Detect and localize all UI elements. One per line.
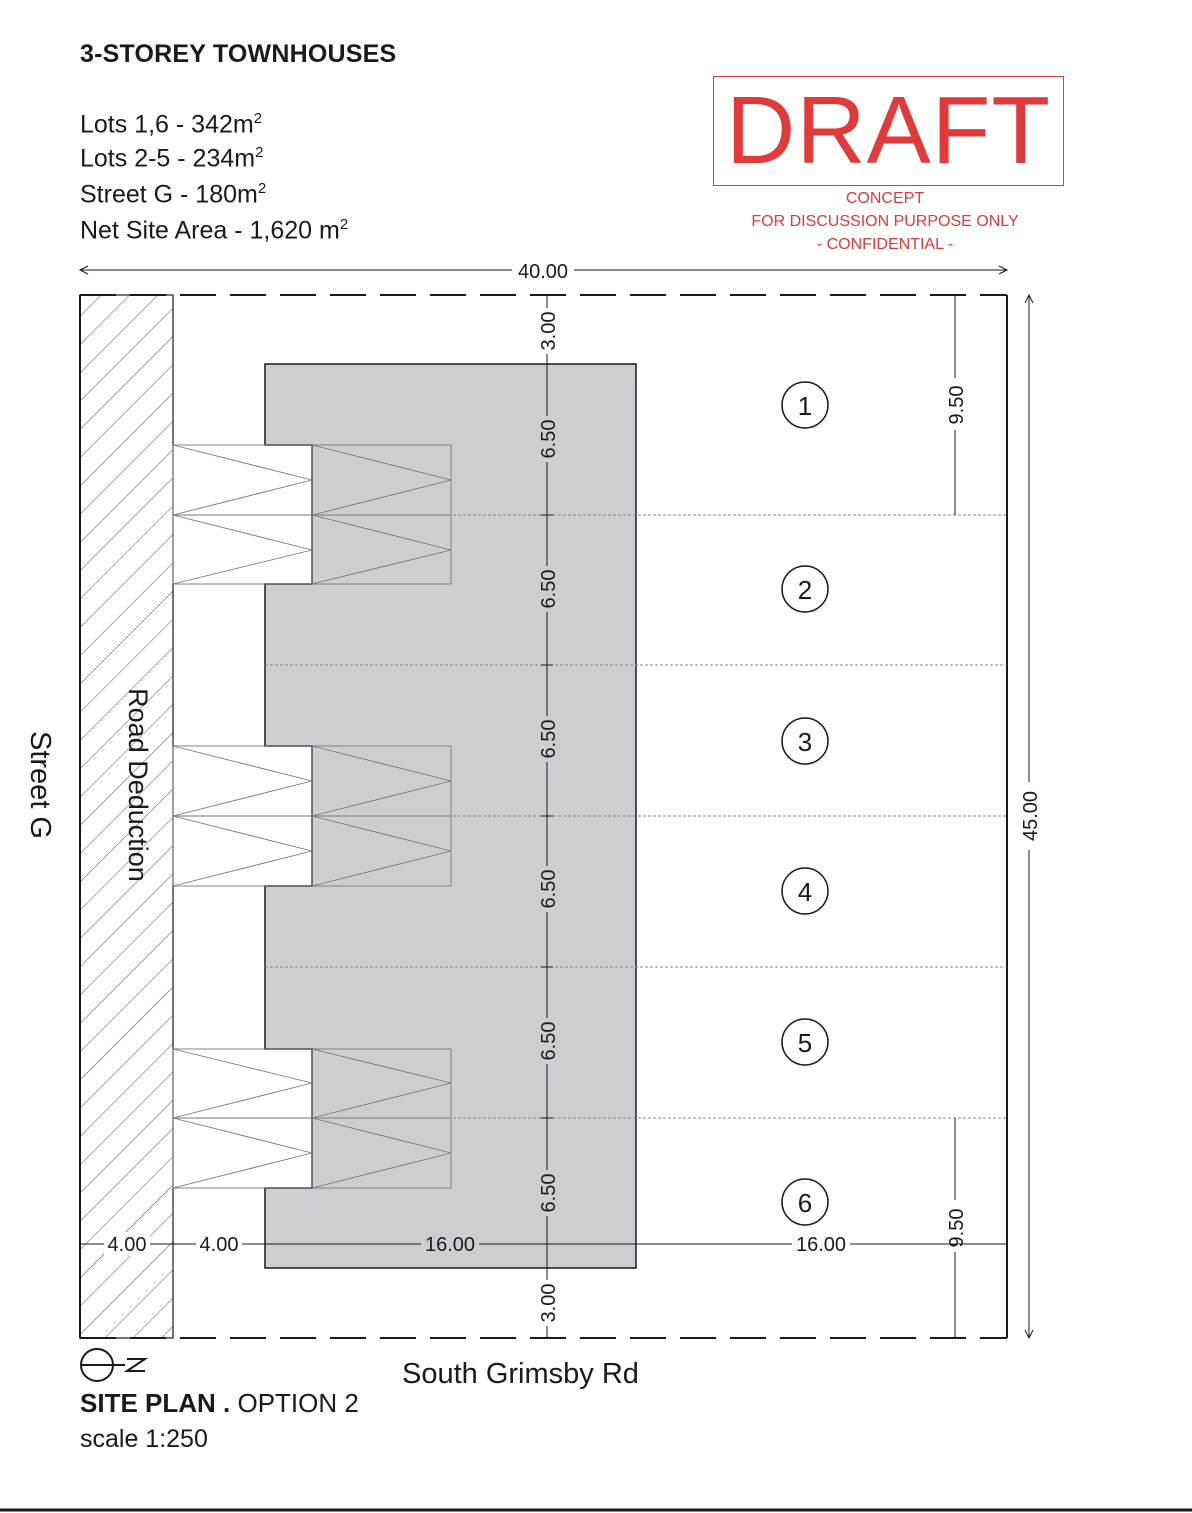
dim-bottom-rear: 16.00 — [795, 1234, 847, 1256]
dim-center-lot-5: 6.50 — [538, 1021, 560, 1061]
dim-bottom-front: 4.00 — [199, 1234, 239, 1256]
scale-label: scale 1:250 — [80, 1425, 208, 1453]
lot-marker-4 — [782, 868, 828, 914]
dim-height-label: 45.00 — [1020, 790, 1042, 842]
lot-number-6: 6 — [797, 1188, 813, 1218]
south-grimsby-rd-label: South Grimsby Rd — [402, 1358, 639, 1390]
dim-setback-top-label: 9.50 — [946, 385, 968, 425]
lot-number-1: 1 — [797, 391, 813, 421]
dim-center-lot-3: 6.50 — [538, 719, 560, 759]
area-lots-2-5: Lots $2-5 - 234m^2$ — [80, 144, 264, 173]
area-net-site: Net Site Area - 1,620 $m^2$ — [80, 216, 349, 245]
dim-bottom-road: 4.00 — [107, 1234, 147, 1256]
dim-center-lot-1: 6.50 — [538, 419, 560, 459]
area-lots-1-6: Lots $1,6 - 342m^2$ — [80, 110, 263, 139]
draft-stamp-word: DRAFT — [726, 77, 1051, 184]
stamp-note-discussion: FOR DISCUSSION PURPOSE ONLY — [751, 213, 1019, 230]
dim-center-rear-setback: 3.00 — [538, 1283, 560, 1323]
area-street-g: Street G - $180m^2$ — [80, 180, 267, 209]
dim-center-lot-6: 6.50 — [538, 1173, 560, 1213]
lot-number-2: 2 — [797, 575, 813, 605]
stamp-note-confidential: - CONFIDENTIAL - — [816, 236, 954, 253]
stamp-note-concept: CONCEPT — [845, 190, 925, 207]
dim-center-lot-2: 6.50 — [538, 569, 560, 609]
north-arrow-icon — [81, 1349, 145, 1381]
lot-marker-5 — [782, 1019, 828, 1065]
lot-marker-2 — [782, 566, 828, 612]
drawing-title: 3-STOREY TOWNHOUSES — [80, 40, 397, 68]
lot-number-4: 4 — [797, 877, 813, 907]
lot-marker-1 — [782, 382, 828, 428]
lot-marker-3 — [782, 718, 828, 764]
dim-center-front-setback: 3.00 — [538, 311, 560, 351]
dim-bottom-building: 16.00 — [424, 1234, 476, 1256]
lot-number-5: 5 — [797, 1028, 813, 1058]
dim-center-lot-4: 6.50 — [538, 869, 560, 909]
site-plan-title: SITE PLAN . OPTION 2 — [80, 1388, 359, 1418]
dim-width-label: 40.00 — [517, 261, 569, 283]
lot-marker-6 — [782, 1179, 828, 1225]
dim-setback-bottom-label: 9.50 — [946, 1208, 968, 1248]
lot-number-3: 3 — [797, 727, 813, 757]
